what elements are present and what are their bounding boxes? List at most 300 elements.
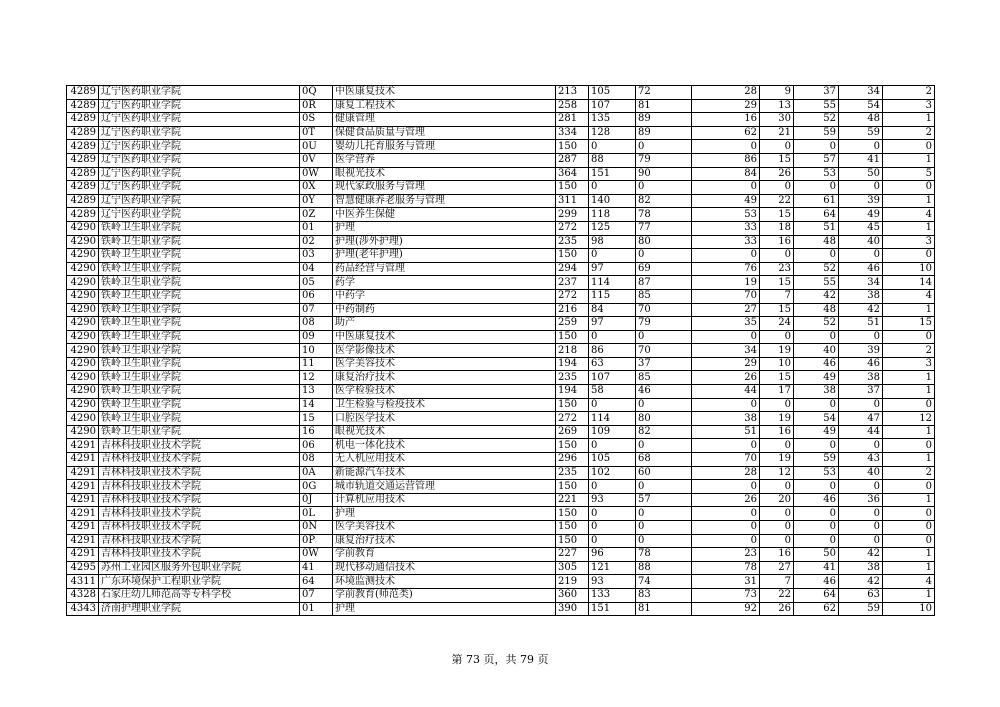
cell-count-d: 0 <box>839 249 883 263</box>
table-row <box>67 425 935 439</box>
cell-score-a: 0 <box>589 398 636 412</box>
cell-score-a: 102 <box>589 466 636 480</box>
cell-count-e: 4 <box>883 208 935 222</box>
cell-score-b: 74 <box>636 575 692 589</box>
cell-count-c: 0 <box>794 439 839 453</box>
cell-count-a: 27 <box>692 303 760 317</box>
cell-count-a: 29 <box>692 99 760 113</box>
cell-count-a: 51 <box>692 425 760 439</box>
cell-score-b: 60 <box>636 466 692 480</box>
cell-count-d: 59 <box>839 602 883 616</box>
cell-count-c: 0 <box>794 521 839 535</box>
cell-major-code: 0A <box>300 466 333 480</box>
cell-score-a: 0 <box>589 534 636 548</box>
cell-count-b: 15 <box>760 371 794 385</box>
cell-score-a: 118 <box>589 208 636 222</box>
cell-score-b: 80 <box>636 412 692 426</box>
cell-count-a: 0 <box>692 140 760 154</box>
cell-school-code: 4290 <box>67 262 99 276</box>
cell-count-b: 19 <box>760 453 794 467</box>
cell-score-b: 46 <box>636 385 692 399</box>
cell-school-name: 铁岭卫生职业学院 <box>99 357 300 371</box>
cell-major-code: 0W <box>300 167 333 181</box>
cell-count-d: 43 <box>839 453 883 467</box>
cell-count-a: 78 <box>692 561 760 575</box>
cell-school-code: 4290 <box>67 398 99 412</box>
cell-school-name: 铁岭卫生职业学院 <box>99 330 300 344</box>
cell-major-name: 智慧健康养老服务与管理 <box>333 194 556 208</box>
cell-score-b: 70 <box>636 303 692 317</box>
table-row <box>67 167 935 181</box>
cell-school-code: 4289 <box>67 194 99 208</box>
cell-major-code: 0Z <box>300 208 333 222</box>
cell-major-code: 04 <box>300 262 333 276</box>
table-row <box>67 561 935 575</box>
cell-score-max: 235 <box>556 466 589 480</box>
cell-school-code: 4343 <box>67 602 99 616</box>
cell-school-name: 吉林科技职业技术学院 <box>99 493 300 507</box>
cell-score-b: 81 <box>636 602 692 616</box>
table-row <box>67 575 935 589</box>
cell-major-code: 0R <box>300 99 333 113</box>
cell-score-b: 0 <box>636 181 692 195</box>
cell-school-code: 4291 <box>67 439 99 453</box>
cell-count-a: 0 <box>692 521 760 535</box>
cell-score-a: 0 <box>589 439 636 453</box>
cell-count-a: 28 <box>692 466 760 480</box>
cell-count-a: 92 <box>692 602 760 616</box>
cell-school-code: 4291 <box>67 480 99 494</box>
cell-count-b: 0 <box>760 439 794 453</box>
cell-count-e: 10 <box>883 262 935 276</box>
cell-score-a: 0 <box>589 249 636 263</box>
cell-major-code: 10 <box>300 344 333 358</box>
table-row <box>67 371 935 385</box>
cell-count-c: 0 <box>794 507 839 521</box>
cell-count-d: 40 <box>839 235 883 249</box>
cell-school-name: 辽宁医药职业学院 <box>99 113 300 127</box>
cell-count-a: 26 <box>692 371 760 385</box>
cell-score-b: 37 <box>636 357 692 371</box>
cell-count-c: 49 <box>794 371 839 385</box>
cell-score-b: 88 <box>636 561 692 575</box>
table-row <box>67 344 935 358</box>
cell-score-b: 0 <box>636 521 692 535</box>
table-row <box>67 235 935 249</box>
cell-count-e: 3 <box>883 99 935 113</box>
cell-score-b: 89 <box>636 113 692 127</box>
cell-count-c: 0 <box>794 249 839 263</box>
cell-count-e: 2 <box>883 466 935 480</box>
cell-count-c: 55 <box>794 99 839 113</box>
cell-count-b: 0 <box>760 521 794 535</box>
cell-count-d: 48 <box>839 113 883 127</box>
cell-score-b: 80 <box>636 235 692 249</box>
table-row <box>67 588 935 602</box>
table-row <box>67 466 935 480</box>
cell-count-c: 40 <box>794 344 839 358</box>
cell-score-max: 287 <box>556 153 589 167</box>
cell-count-c: 0 <box>794 398 839 412</box>
cell-count-d: 37 <box>839 385 883 399</box>
cell-count-d: 42 <box>839 575 883 589</box>
cell-count-e: 1 <box>883 588 935 602</box>
cell-school-name: 吉林科技职业技术学院 <box>99 534 300 548</box>
cell-score-max: 150 <box>556 480 589 494</box>
cell-count-c: 41 <box>794 561 839 575</box>
table-row <box>67 153 935 167</box>
cell-school-name: 吉林科技职业技术学院 <box>99 548 300 562</box>
cell-major-name: 康复工程技术 <box>333 99 556 113</box>
cell-count-d: 0 <box>839 439 883 453</box>
cell-count-e: 0 <box>883 140 935 154</box>
cell-score-b: 79 <box>636 317 692 331</box>
table-row <box>67 480 935 494</box>
cell-score-a: 0 <box>589 507 636 521</box>
cell-count-e: 14 <box>883 276 935 290</box>
cell-count-d: 51 <box>839 317 883 331</box>
cell-count-c: 52 <box>794 113 839 127</box>
cell-school-name: 吉林科技职业技术学院 <box>99 439 300 453</box>
cell-count-b: 22 <box>760 194 794 208</box>
cell-count-d: 39 <box>839 194 883 208</box>
cell-count-d: 0 <box>839 330 883 344</box>
cell-major-code: 13 <box>300 385 333 399</box>
cell-score-max: 219 <box>556 575 589 589</box>
table-row <box>67 289 935 303</box>
cell-major-code: 41 <box>300 561 333 575</box>
cell-count-e: 1 <box>883 371 935 385</box>
table-row <box>67 276 935 290</box>
cell-count-b: 22 <box>760 588 794 602</box>
cell-count-a: 0 <box>692 181 760 195</box>
cell-school-code: 4311 <box>67 575 99 589</box>
cell-score-max: 150 <box>556 140 589 154</box>
cell-count-c: 51 <box>794 221 839 235</box>
cell-school-code: 4290 <box>67 412 99 426</box>
cell-major-code: 02 <box>300 235 333 249</box>
cell-score-a: 121 <box>589 561 636 575</box>
cell-score-b: 78 <box>636 548 692 562</box>
cell-count-b: 15 <box>760 276 794 290</box>
cell-count-d: 38 <box>839 371 883 385</box>
cell-count-b: 0 <box>760 507 794 521</box>
cell-count-a: 73 <box>692 588 760 602</box>
cell-major-name: 医学美容技术 <box>333 357 556 371</box>
cell-count-c: 57 <box>794 153 839 167</box>
cell-score-max: 150 <box>556 439 589 453</box>
table-row <box>67 86 935 100</box>
cell-count-c: 0 <box>794 181 839 195</box>
cell-count-c: 0 <box>794 140 839 154</box>
cell-school-name: 铁岭卫生职业学院 <box>99 303 300 317</box>
cell-score-max: 360 <box>556 588 589 602</box>
cell-major-name: 康复治疗技术 <box>333 371 556 385</box>
cell-school-code: 4291 <box>67 521 99 535</box>
cell-score-a: 109 <box>589 425 636 439</box>
cell-school-code: 4289 <box>67 113 99 127</box>
cell-major-name: 机电一体化技术 <box>333 439 556 453</box>
cell-score-a: 88 <box>589 153 636 167</box>
cell-major-name: 无人机应用技术 <box>333 453 556 467</box>
cell-school-name: 铁岭卫生职业学院 <box>99 262 300 276</box>
cell-major-name: 护理 <box>333 221 556 235</box>
cell-school-code: 4291 <box>67 466 99 480</box>
table-row <box>67 507 935 521</box>
cell-major-name: 计算机应用技术 <box>333 493 556 507</box>
cell-score-a: 135 <box>589 113 636 127</box>
cell-school-code: 4290 <box>67 385 99 399</box>
table-body <box>67 86 935 616</box>
cell-school-code: 4289 <box>67 126 99 140</box>
cell-count-b: 15 <box>760 303 794 317</box>
cell-major-name: 环境监测技术 <box>333 575 556 589</box>
cell-school-name: 辽宁医药职业学院 <box>99 99 300 113</box>
cell-score-max: 294 <box>556 262 589 276</box>
cell-count-b: 19 <box>760 412 794 426</box>
cell-count-b: 10 <box>760 357 794 371</box>
cell-count-a: 76 <box>692 262 760 276</box>
cell-major-name: 护理(老年护理) <box>333 249 556 263</box>
cell-school-code: 4290 <box>67 330 99 344</box>
table-row <box>67 385 935 399</box>
cell-count-e: 0 <box>883 507 935 521</box>
cell-count-d: 59 <box>839 126 883 140</box>
cell-major-code: 01 <box>300 221 333 235</box>
cell-school-name: 吉林科技职业技术学院 <box>99 507 300 521</box>
cell-count-c: 46 <box>794 575 839 589</box>
cell-major-name: 眼视光技术 <box>333 167 556 181</box>
cell-school-name: 辽宁医药职业学院 <box>99 208 300 222</box>
cell-school-code: 4290 <box>67 235 99 249</box>
cell-major-name: 中药学 <box>333 289 556 303</box>
cell-school-code: 4291 <box>67 453 99 467</box>
cell-count-c: 38 <box>794 385 839 399</box>
cell-score-max: 221 <box>556 493 589 507</box>
cell-count-a: 0 <box>692 330 760 344</box>
cell-major-code: 06 <box>300 289 333 303</box>
cell-count-b: 18 <box>760 221 794 235</box>
cell-count-d: 54 <box>839 99 883 113</box>
cell-major-name: 现代移动通信技术 <box>333 561 556 575</box>
cell-school-name: 石家庄幼儿师范高等专科学校 <box>99 588 300 602</box>
table-row <box>67 317 935 331</box>
cell-score-a: 93 <box>589 575 636 589</box>
cell-count-e: 1 <box>883 548 935 562</box>
cell-school-code: 4289 <box>67 86 99 100</box>
cell-major-name: 城市轨道交通运营管理 <box>333 480 556 494</box>
cell-score-a: 115 <box>589 289 636 303</box>
cell-count-d: 0 <box>839 398 883 412</box>
cell-count-e: 0 <box>883 330 935 344</box>
cell-major-code: 0U <box>300 140 333 154</box>
cell-count-e: 10 <box>883 602 935 616</box>
cell-major-code: 05 <box>300 276 333 290</box>
cell-score-max: 150 <box>556 398 589 412</box>
cell-major-code: 14 <box>300 398 333 412</box>
cell-score-a: 107 <box>589 371 636 385</box>
cell-school-name: 广东环境保护工程职业学院 <box>99 575 300 589</box>
cell-count-b: 30 <box>760 113 794 127</box>
cell-count-e: 15 <box>883 317 935 331</box>
cell-major-code: 0G <box>300 480 333 494</box>
cell-count-d: 46 <box>839 357 883 371</box>
cell-count-d: 41 <box>839 153 883 167</box>
cell-count-a: 86 <box>692 153 760 167</box>
cell-count-a: 44 <box>692 385 760 399</box>
cell-school-name: 吉林科技职业技术学院 <box>99 453 300 467</box>
cell-count-e: 1 <box>883 425 935 439</box>
cell-count-d: 49 <box>839 208 883 222</box>
cell-count-c: 52 <box>794 317 839 331</box>
table-row <box>67 99 935 113</box>
cell-count-b: 0 <box>760 181 794 195</box>
cell-count-e: 0 <box>883 181 935 195</box>
cell-count-e: 3 <box>883 357 935 371</box>
cell-count-d: 0 <box>839 507 883 521</box>
table-row <box>67 534 935 548</box>
cell-count-e: 0 <box>883 534 935 548</box>
cell-count-a: 0 <box>692 480 760 494</box>
cell-score-a: 133 <box>589 588 636 602</box>
cell-school-name: 铁岭卫生职业学院 <box>99 249 300 263</box>
cell-count-e: 1 <box>883 113 935 127</box>
cell-score-b: 77 <box>636 221 692 235</box>
cell-school-code: 4289 <box>67 140 99 154</box>
cell-count-e: 2 <box>883 86 935 100</box>
cell-count-b: 16 <box>760 235 794 249</box>
cell-score-b: 70 <box>636 344 692 358</box>
cell-school-code: 4289 <box>67 167 99 181</box>
cell-school-code: 4291 <box>67 493 99 507</box>
cell-major-code: 0Q <box>300 86 333 100</box>
cell-school-code: 4289 <box>67 181 99 195</box>
cell-school-name: 辽宁医药职业学院 <box>99 167 300 181</box>
cell-major-code: 0L <box>300 507 333 521</box>
cell-score-max: 390 <box>556 602 589 616</box>
cell-score-b: 0 <box>636 534 692 548</box>
cell-count-a: 29 <box>692 357 760 371</box>
cell-count-c: 50 <box>794 548 839 562</box>
cell-score-b: 90 <box>636 167 692 181</box>
admission-score-table <box>66 85 935 616</box>
cell-major-code: 0N <box>300 521 333 535</box>
cell-count-e: 0 <box>883 521 935 535</box>
cell-count-b: 23 <box>760 262 794 276</box>
cell-count-a: 0 <box>692 249 760 263</box>
cell-school-code: 4290 <box>67 371 99 385</box>
cell-count-c: 59 <box>794 126 839 140</box>
cell-score-a: 84 <box>589 303 636 317</box>
cell-count-c: 59 <box>794 453 839 467</box>
cell-school-name: 铁岭卫生职业学院 <box>99 371 300 385</box>
cell-major-code: 03 <box>300 249 333 263</box>
cell-count-d: 50 <box>839 167 883 181</box>
cell-school-code: 4290 <box>67 317 99 331</box>
cell-score-b: 0 <box>636 249 692 263</box>
cell-major-name: 助产 <box>333 317 556 331</box>
table-row <box>67 303 935 317</box>
cell-major-name: 学前教育(师范类) <box>333 588 556 602</box>
cell-major-name: 护理 <box>333 602 556 616</box>
cell-score-max: 272 <box>556 221 589 235</box>
cell-score-b: 85 <box>636 371 692 385</box>
cell-major-code: 07 <box>300 303 333 317</box>
cell-count-b: 21 <box>760 126 794 140</box>
cell-count-e: 0 <box>883 249 935 263</box>
cell-school-name: 铁岭卫生职业学院 <box>99 289 300 303</box>
cell-score-b: 72 <box>636 86 692 100</box>
cell-count-a: 84 <box>692 167 760 181</box>
cell-count-a: 0 <box>692 507 760 521</box>
cell-count-c: 62 <box>794 602 839 616</box>
cell-count-b: 7 <box>760 575 794 589</box>
cell-count-c: 53 <box>794 167 839 181</box>
cell-count-e: 1 <box>883 153 935 167</box>
cell-count-e: 1 <box>883 303 935 317</box>
cell-school-name: 辽宁医药职业学院 <box>99 181 300 195</box>
cell-score-max: 258 <box>556 99 589 113</box>
cell-school-name: 辽宁医药职业学院 <box>99 126 300 140</box>
cell-score-a: 114 <box>589 276 636 290</box>
table-row <box>67 412 935 426</box>
cell-school-code: 4290 <box>67 249 99 263</box>
page-number: 第 73 页，共 79 页 <box>451 653 549 666</box>
cell-count-e: 1 <box>883 453 935 467</box>
table-row <box>67 439 935 453</box>
cell-score-max: 305 <box>556 561 589 575</box>
cell-score-a: 105 <box>589 86 636 100</box>
cell-major-code: 0Y <box>300 194 333 208</box>
cell-count-b: 16 <box>760 425 794 439</box>
cell-score-b: 79 <box>636 153 692 167</box>
cell-score-b: 81 <box>636 99 692 113</box>
cell-count-d: 42 <box>839 303 883 317</box>
cell-score-b: 0 <box>636 330 692 344</box>
cell-major-code: 0X <box>300 181 333 195</box>
cell-score-b: 87 <box>636 276 692 290</box>
cell-count-e: 0 <box>883 439 935 453</box>
cell-school-name: 铁岭卫生职业学院 <box>99 276 300 290</box>
cell-score-max: 194 <box>556 357 589 371</box>
cell-major-code: 11 <box>300 357 333 371</box>
cell-score-a: 58 <box>589 385 636 399</box>
cell-count-b: 27 <box>760 561 794 575</box>
cell-school-name: 辽宁医药职业学院 <box>99 86 300 100</box>
table-row <box>67 221 935 235</box>
cell-count-b: 24 <box>760 317 794 331</box>
cell-count-d: 34 <box>839 86 883 100</box>
cell-score-max: 194 <box>556 385 589 399</box>
cell-count-b: 17 <box>760 385 794 399</box>
cell-score-b: 0 <box>636 507 692 521</box>
cell-major-name: 口腔医学技术 <box>333 412 556 426</box>
cell-count-c: 52 <box>794 262 839 276</box>
cell-major-name: 新能源汽车技术 <box>333 466 556 480</box>
cell-count-a: 62 <box>692 126 760 140</box>
cell-major-code: 0W <box>300 548 333 562</box>
cell-score-a: 63 <box>589 357 636 371</box>
cell-school-code: 4290 <box>67 344 99 358</box>
cell-count-d: 36 <box>839 493 883 507</box>
cell-count-a: 0 <box>692 534 760 548</box>
cell-major-code: 08 <box>300 453 333 467</box>
cell-count-b: 20 <box>760 493 794 507</box>
cell-count-d: 46 <box>839 262 883 276</box>
cell-score-a: 107 <box>589 99 636 113</box>
cell-score-b: 85 <box>636 289 692 303</box>
cell-count-d: 0 <box>839 521 883 535</box>
